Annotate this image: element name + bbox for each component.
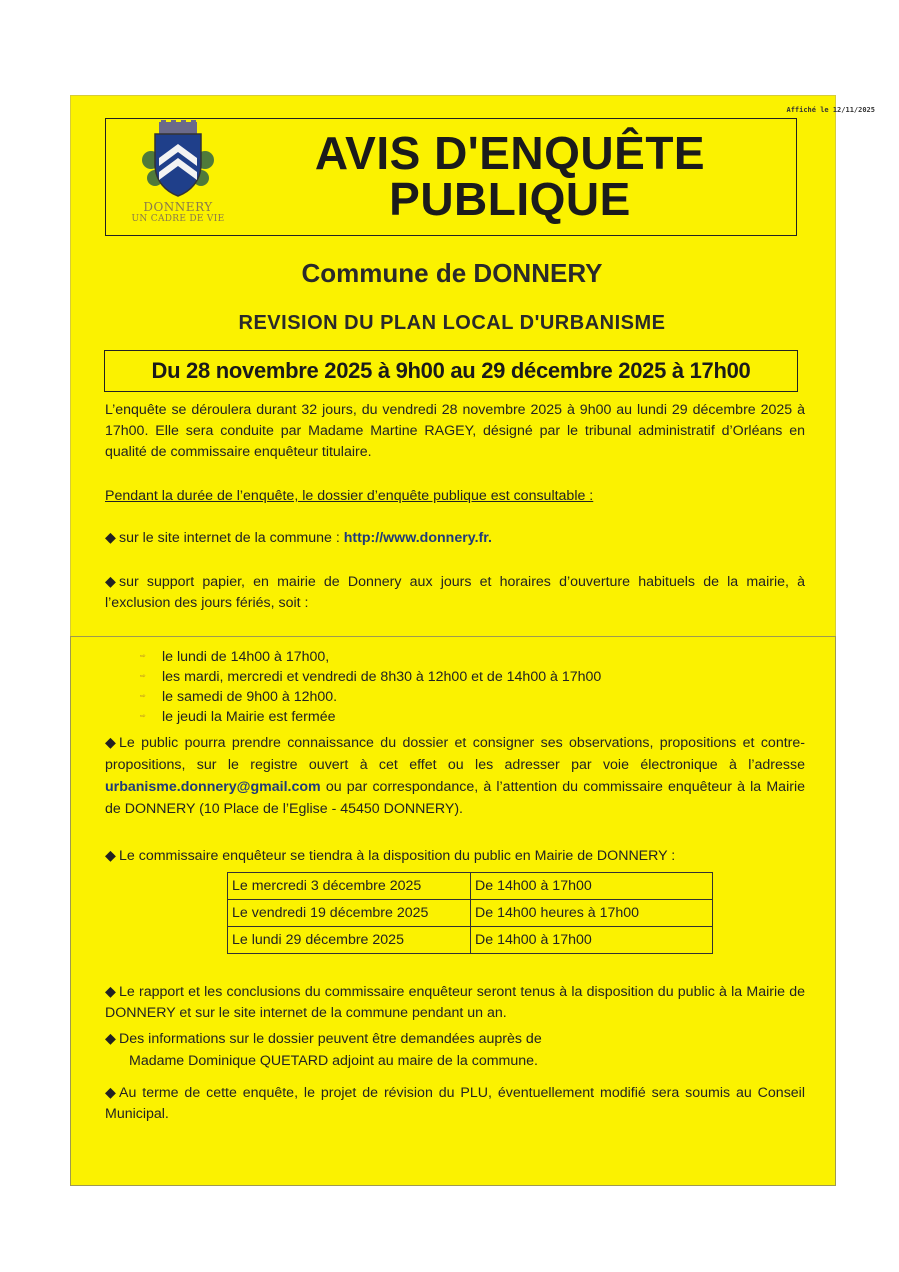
list-item: ⇨ le lundi de 14h00 à 17h00, (140, 649, 330, 665)
posted-date-stamp: Affiché le 12/11/2025 (786, 106, 875, 114)
logo-tagline: UN CADRE DE VIE (131, 214, 225, 224)
town-logo (128, 120, 228, 232)
consultation-heading: Pendant la durée de l’enquête, le dossier d’enquête publique est consultable : (105, 488, 594, 504)
coat-of-arms-icon (141, 120, 215, 198)
title-line-1: AVIS D'ENQUÊTE (314, 127, 706, 179)
inquiry-period: Du 28 novembre 2025 à 9h00 au 29 décembre 2025 à 17h00 (104, 350, 798, 392)
diamond-bullet-icon: ◆ (105, 1031, 116, 1047)
opening-hours-list (140, 647, 601, 727)
permanences-table (227, 872, 713, 954)
diamond-bullet-icon: ◆ (105, 735, 116, 751)
logo-name: DONNERY (143, 200, 213, 214)
email-link[interactable]: urbanisme.donnery@gmail.com (105, 779, 321, 795)
diamond-bullet-icon: ◆ (105, 574, 116, 590)
paper-text: sur support papier, en mairie de Donnery aux jours et horaires d’ouverture habituels de la mairie, à l’exclusion des jours fériés, soit : (105, 574, 805, 611)
table-row: Le lundi 29 décembre 2025 De 14h00 à 17h00 (228, 927, 713, 954)
arrow-bullet-icon: ⇨ (140, 693, 146, 700)
arrow-bullet-icon: ⇨ (140, 673, 146, 680)
list-item: ⇨ les mardi, mercredi et vendredi de 8h30 à 12h00 et de 14h00 à 17h00 (140, 669, 602, 685)
table-row: Le mercredi 3 décembre 2025 De 14h00 à 17h00 (228, 873, 713, 900)
arrow-bullet-icon: ⇨ (140, 653, 146, 660)
diamond-bullet-icon: ◆ (105, 1085, 116, 1101)
title-line-2: PUBLIQUE (389, 173, 631, 225)
diamond-bullet-icon: ◆ (105, 848, 116, 864)
table-row: Le vendredi 19 décembre 2025 De 14h00 heures à 17h00 (228, 900, 713, 927)
bullet-observations: ◆ Le public pourra prendre connaissance du dossier et consigner ses observations, propositions et contre-propositions, sur le registre ouvert à cet effet ou les adresser par voie électronique à l’adresse urbanisme.donnery@gmail.com ou par correspondance, à l’attention du commissaire enquêteur à la Mairie de DONNERY (10 Place de l’Eglise - 45450 DONNERY). (105, 732, 805, 820)
intro-paragraph: L’enquête se déroulera durant 32 jours, du vendredi 28 novembre 2025 à 9h00 au lundi 29 décembre 2025 à 17h00. Elle sera conduite par Madame Martine RAGEY, désigné par le tribunal administratif d’Orléans en qualité de commissaire enquêteur titulaire. (105, 402, 805, 460)
list-item: ⇨ le jeudi la Mairie est fermée (140, 709, 336, 725)
diamond-bullet-icon: ◆ (105, 530, 116, 546)
bullet-website (105, 528, 805, 549)
commune-heading: Commune de DONNERY (301, 258, 603, 288)
page-title (230, 127, 790, 225)
arrow-bullet-icon: ⇨ (140, 713, 146, 720)
website-label: sur le site internet de la commune : (119, 530, 344, 546)
bullet-paper (105, 572, 805, 614)
website-link[interactable]: http://www.donnery.fr. (343, 530, 492, 546)
bullet-information: ◆ Des informations sur le dossier peuvent être demandées auprès de Madame Dominique QUETARD adjoint au maire de la commune. (105, 1028, 805, 1072)
bullet-final: ◆ Au terme de cette enquête, le projet de révision du PLU, éventuellement modifié sera soumis au Conseil Municipal. (105, 1085, 805, 1122)
subject-heading: REVISION DU PLAN LOCAL D'URBANISME (238, 312, 666, 334)
bullet-report: ◆ Le rapport et les conclusions du commissaire enquêteur seront tenus à la disposition du public à la Mairie de DONNERY et sur le site internet de la commune pendant un an. (105, 984, 805, 1021)
bullet-permanences: ◆ Le commissaire enquêteur se tiendra à la disposition du public en Mairie de DONNERY : (105, 846, 805, 867)
list-item: ⇨ le samedi de 9h00 à 12h00. (140, 689, 338, 705)
diamond-bullet-icon: ◆ (105, 984, 116, 1000)
